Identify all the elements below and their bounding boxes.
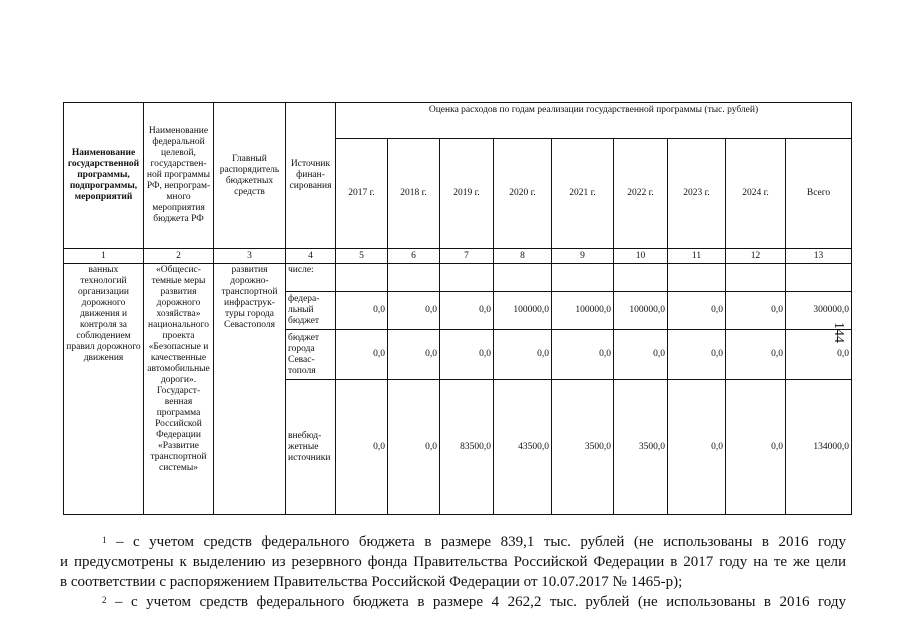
table-cell: 100000,0 [494, 292, 552, 330]
header-program-name: Наименование государственной программы, подпрограммы, мероприятий [64, 103, 144, 249]
table-cell: 0,0 [336, 380, 388, 515]
column-number: 8 [494, 249, 552, 264]
footnote-1-line-1 [60, 532, 846, 552]
footnote-1-mark: 1 [102, 535, 107, 545]
column-numbers-row [64, 249, 852, 264]
header-year: 2024 г. [726, 139, 786, 249]
column-number: 1 [64, 249, 144, 264]
table-cell: 0,0 [388, 292, 440, 330]
table-cell: 134000,0 [786, 380, 852, 515]
source-label: федеральный бюджет [286, 292, 336, 330]
column-number: 7 [440, 249, 494, 264]
column-number: 4 [286, 249, 336, 264]
header-year: 2017 г. [336, 139, 388, 249]
footnote-1-line-3: в соответствии с распоряжением Правительства Российской Федерации от 10.07.2017 № 1465-р); [60, 574, 683, 590]
header-year: 2022 г. [614, 139, 668, 249]
column-number: 3 [214, 249, 286, 264]
table-cell: 0,0 [786, 330, 852, 380]
footnote-1-line-2: и предусмотрены к выделению из резервного фонда Правительства Российской Федерации в 2017 году на те же цели [60, 554, 846, 570]
table-cell: 0,0 [726, 380, 786, 515]
table-cell: 0,0 [440, 330, 494, 380]
header-year: 2021 г. [552, 139, 614, 249]
header-year: 2020 г. [494, 139, 552, 249]
table-cell: 0,0 [440, 292, 494, 330]
table-cell: 0,0 [668, 330, 726, 380]
footnote-2-line-1 [60, 592, 846, 612]
source-label: бюджет города Севастополя [286, 330, 336, 380]
body-federal-program: «Общесистемные меры развития дорожного хозяйства» национального проекта «Безопасные и качественные автомобильные дороги». Государственная программа Российской Федерации «Развитие транспортной системы» [144, 264, 214, 515]
table-cell: 0,0 [668, 380, 726, 515]
header-year: 2019 г. [440, 139, 494, 249]
header-year: 2023 г. [668, 139, 726, 249]
column-number: 6 [388, 249, 440, 264]
column-number: 10 [614, 249, 668, 264]
header-funding-source: Источник финансирования [286, 103, 336, 249]
column-number: 2 [144, 249, 214, 264]
table-cell: 0,0 [726, 292, 786, 330]
table-cell: 0,0 [614, 330, 668, 380]
table-cell: 83500,0 [440, 380, 494, 515]
column-number: 5 [336, 249, 388, 264]
table-cell: 3500,0 [552, 380, 614, 515]
table-cell: 100000,0 [552, 292, 614, 330]
column-number: 9 [552, 249, 614, 264]
table-row [64, 264, 852, 292]
budget-table [63, 102, 852, 515]
header-expenses-group: Оценка расходов по годам реализации государственной программы (тыс. рублей) [336, 103, 852, 139]
table-cell: 100000,0 [614, 292, 668, 330]
footnote-text: – с учетом средств федерального бюджета в размере 4 262,2 тыс. рублей (не использованы в 2016 году [115, 594, 846, 610]
source-label: числе: [286, 264, 336, 292]
header-budget-manager: Главный распорядитель бюджетных средств [214, 103, 286, 249]
table-cell: 0,0 [552, 330, 614, 380]
footnote-2-mark: 2 [102, 595, 107, 605]
table-cell: 0,0 [388, 330, 440, 380]
header-federal-program: Наименование федеральной целевой, государственной программы РФ, непрограммного мероприятия бюджета РФ [144, 103, 214, 249]
page-number: 144 [831, 322, 846, 343]
footnote-text: – с учетом средств федерального бюджета в размере 839,1 тыс. рублей (не использованы в 2016 году [116, 534, 846, 550]
column-number: 12 [726, 249, 786, 264]
table-cell: 0,0 [494, 330, 552, 380]
body-budget-manager: развития дорожно-транспортной инфраструктуры города Севастополя [214, 264, 286, 515]
body-program-name: ванных технологий организации дорожного движения и контроля за соблюдением правил дорожного движения [64, 264, 144, 515]
header-total: Всего [786, 139, 852, 249]
table-cell: 3500,0 [614, 380, 668, 515]
table-cell: 0,0 [668, 292, 726, 330]
table-cell: 0,0 [388, 380, 440, 515]
source-label: внебюджетные источники [286, 380, 336, 515]
column-number: 13 [786, 249, 852, 264]
table-cell: 0,0 [336, 292, 388, 330]
table-cell: 0,0 [726, 330, 786, 380]
table-cell: 0,0 [336, 330, 388, 380]
table-cell: 43500,0 [494, 380, 552, 515]
column-number: 11 [668, 249, 726, 264]
table-cell: 300000,0 [786, 292, 852, 330]
header-row-1 [64, 103, 852, 139]
header-year: 2018 г. [388, 139, 440, 249]
